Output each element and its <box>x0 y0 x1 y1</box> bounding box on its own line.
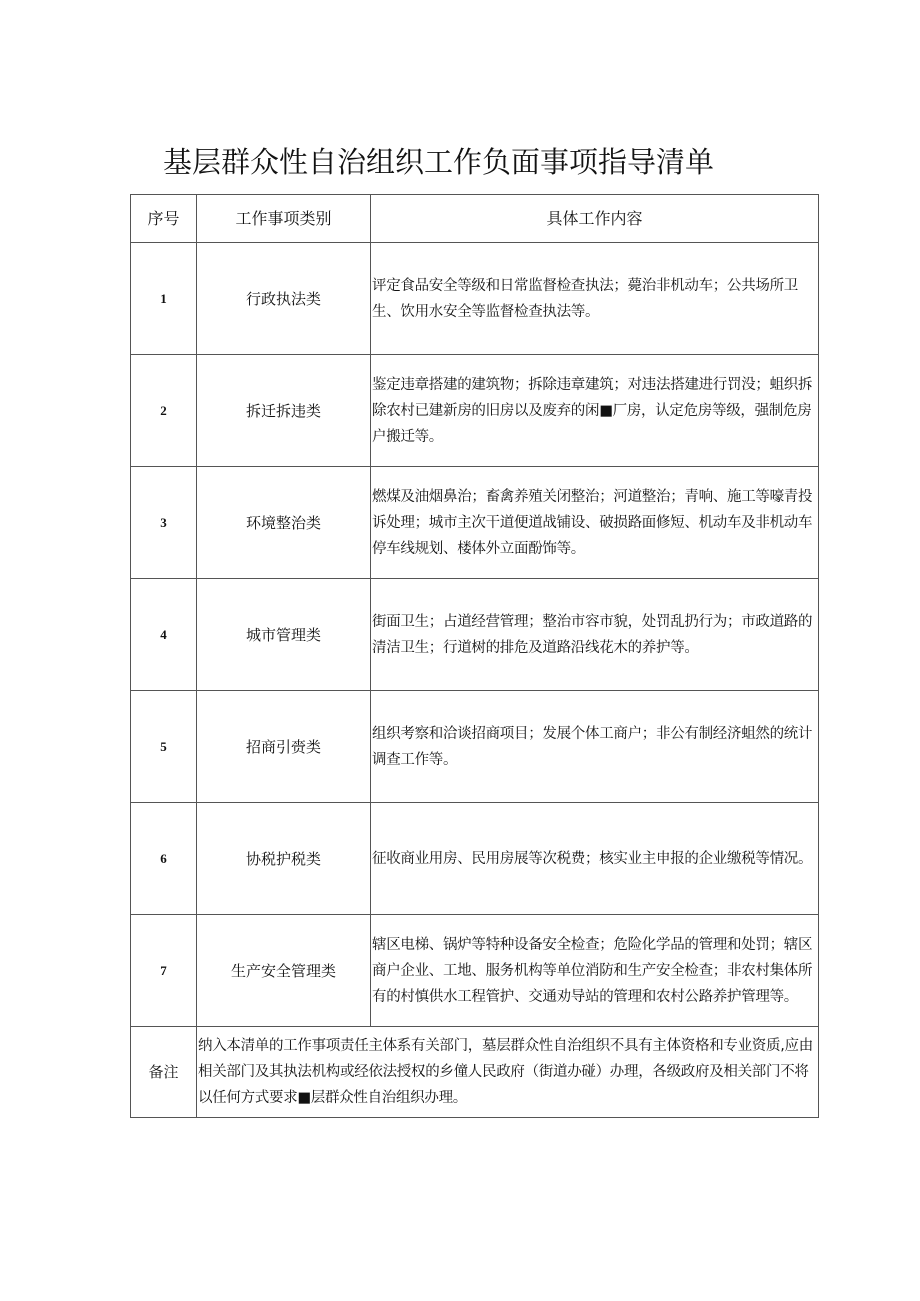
table-row <box>131 803 819 915</box>
row-content: 组织考察和洽谈招商项目；发展个体工商户；非公有制经济蛆然的统计调查工作等。 <box>371 691 819 803</box>
row-content: 评定食品安全等级和日常监督检查执法；薨治非机动车；公共场所卫生、饮用水安全等监督检查执法等。 <box>371 243 819 355</box>
table-row <box>131 691 819 803</box>
row-number: 1 <box>131 243 197 355</box>
row-content: 燃煤及油烟鼻治；畜禽养殖关闭整治；河道整治；青响、施工等嚎青投诉处理；城市主次干道便道战铺设、破损路面修短、机动车及非机动车停车线规划、楼体外立面酚饰等。 <box>371 467 819 579</box>
note-text: 纳入本清单的工作事项责任主体系有关部门，墓层群众性自治组织不具有主体资格和专业资质,应由相关部门及其执法机构或经依法授权的乡僮人民政府（街道办碰）办理，各级政府及相关部门不将以任何方式要求■层群众性自治组织办理。 <box>197 1027 819 1118</box>
row-number: 6 <box>131 803 197 915</box>
row-category: 协税护税类 <box>197 803 371 915</box>
row-number: 4 <box>131 579 197 691</box>
table-row <box>131 467 819 579</box>
row-number: 7 <box>131 915 197 1027</box>
row-category: 拆迁拆违类 <box>197 355 371 467</box>
row-content: 征收商业用房、民用房展等次税费；核实业主申报的企业缴税等情况。 <box>371 803 819 915</box>
row-content: 辖区电梯、锅炉等特种设备安全检查；危险化学品的管理和处罚；辖区商户企业、工地、服务机构等单位消防和生产安全检查；非农村集体所有的村慎供水工程管护、交通劝导站的管理和农村公路养护管理等。 <box>371 915 819 1027</box>
note-label: 备注 <box>131 1027 197 1118</box>
row-category: 城市管理类 <box>197 579 371 691</box>
row-category: 环境整治类 <box>197 467 371 579</box>
row-category: 生产安全管理类 <box>197 915 371 1027</box>
note-row <box>131 1027 819 1118</box>
task-list-table <box>130 194 819 1118</box>
header-content: 具体工作内容 <box>371 195 819 243</box>
table-row <box>131 579 819 691</box>
row-content: 街面卫生；占道经营管理；整治市容市貌，处罚乱扔行为；市政道路的清洁卫生；行道树的排危及道路沿线花木的养护等。 <box>371 579 819 691</box>
table-row <box>131 915 819 1027</box>
row-number: 5 <box>131 691 197 803</box>
page-title: 基层群众性自治组织工作负面事项指导清单 <box>163 145 715 179</box>
row-number: 3 <box>131 467 197 579</box>
table-row <box>131 243 819 355</box>
row-content: 鉴定违章搭建的建筑物；拆除违章建筑；对违法搭建进行罚没；蛆织拆除农村已建新房的旧房以及废弃的闲■厂房，认定危房等级，强制危房户搬迁等。 <box>371 355 819 467</box>
table-row <box>131 355 819 467</box>
table-header-row <box>131 195 819 243</box>
row-number: 2 <box>131 355 197 467</box>
row-category: 招商引赍类 <box>197 691 371 803</box>
header-no: 序号 <box>131 195 197 243</box>
row-category: 行政执法类 <box>197 243 371 355</box>
header-category: 工作事项类别 <box>197 195 371 243</box>
